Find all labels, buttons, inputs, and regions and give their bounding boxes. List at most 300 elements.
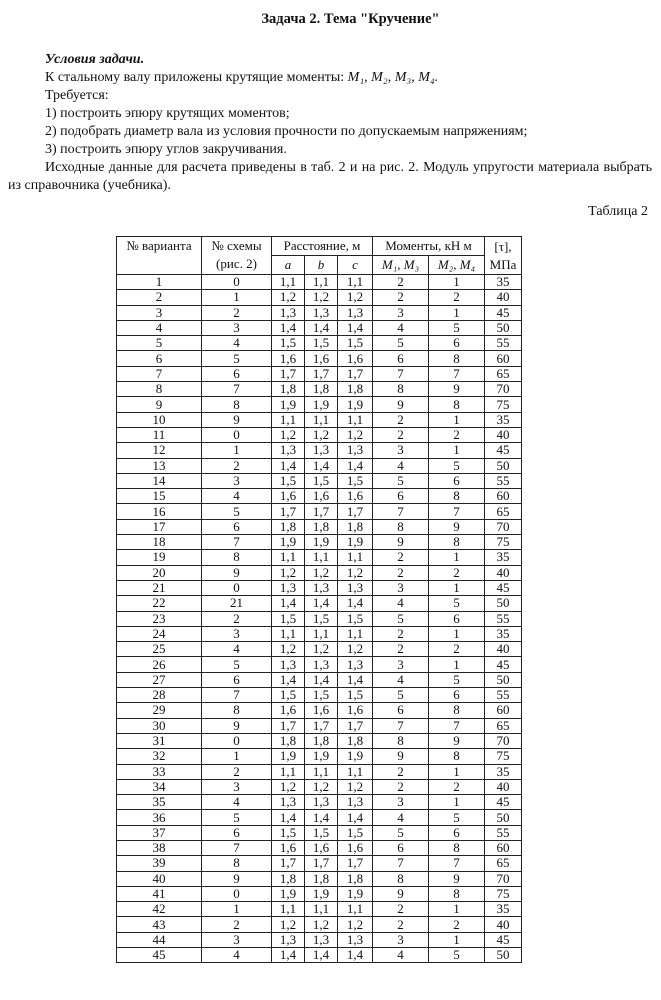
cell-scheme: 7 bbox=[202, 840, 272, 855]
cell-tau: 55 bbox=[485, 825, 522, 840]
cell-m2-m4: 1 bbox=[429, 412, 485, 427]
intro-text: К стальному валу приложены крутящие моменты: bbox=[45, 70, 348, 85]
cell-c: 1,5 bbox=[338, 473, 373, 488]
cell-c: 1,8 bbox=[338, 733, 373, 748]
cell-a: 1,3 bbox=[272, 305, 305, 320]
cell-m1-m3: 9 bbox=[373, 749, 429, 764]
task-text bbox=[8, 51, 652, 195]
cell-variant: 37 bbox=[117, 825, 202, 840]
cell-tau: 50 bbox=[485, 672, 522, 687]
table-row bbox=[117, 565, 522, 580]
cell-scheme: 1 bbox=[202, 902, 272, 917]
table-row bbox=[117, 657, 522, 672]
header-m1-m3 bbox=[373, 256, 429, 275]
cell-tau: 60 bbox=[485, 703, 522, 718]
table-body bbox=[117, 275, 522, 963]
cell-m1-m3: 4 bbox=[373, 596, 429, 611]
cell-a: 1,6 bbox=[272, 351, 305, 366]
cell-scheme: 0 bbox=[202, 886, 272, 901]
cell-a: 1,3 bbox=[272, 657, 305, 672]
cell-m1-m3: 6 bbox=[373, 351, 429, 366]
table-row bbox=[117, 504, 522, 519]
cell-variant: 18 bbox=[117, 535, 202, 550]
cell-variant: 33 bbox=[117, 764, 202, 779]
cell-tau: 45 bbox=[485, 795, 522, 810]
header-moments: Моменты, кН м bbox=[373, 237, 485, 256]
table-row bbox=[117, 764, 522, 779]
cell-b: 1,6 bbox=[305, 489, 338, 504]
cell-c: 1,6 bbox=[338, 489, 373, 504]
cell-b: 1,1 bbox=[305, 550, 338, 565]
cell-tau: 45 bbox=[485, 932, 522, 947]
cell-m1-m3: 3 bbox=[373, 657, 429, 672]
cell-c: 1,7 bbox=[338, 718, 373, 733]
table-row bbox=[117, 412, 522, 427]
cell-m1-m3: 2 bbox=[373, 642, 429, 657]
cell-m2-m4: 6 bbox=[429, 611, 485, 626]
cell-scheme: 9 bbox=[202, 412, 272, 427]
cell-scheme: 5 bbox=[202, 504, 272, 519]
cell-m2-m4: 9 bbox=[429, 519, 485, 534]
cell-b: 1,4 bbox=[305, 458, 338, 473]
cell-c: 1,2 bbox=[338, 642, 373, 657]
cell-tau: 50 bbox=[485, 948, 522, 963]
cell-m2-m4: 9 bbox=[429, 733, 485, 748]
cell-scheme: 2 bbox=[202, 611, 272, 626]
cell-a: 1,1 bbox=[272, 412, 305, 427]
cell-a: 1,2 bbox=[272, 427, 305, 442]
cell-a: 1,7 bbox=[272, 366, 305, 381]
cell-scheme: 9 bbox=[202, 718, 272, 733]
cell-c: 1,8 bbox=[338, 519, 373, 534]
cell-b: 1,8 bbox=[305, 733, 338, 748]
header-variant: № варианта bbox=[117, 237, 202, 275]
cell-tau: 40 bbox=[485, 779, 522, 794]
cell-variant: 36 bbox=[117, 810, 202, 825]
cell-c: 1,9 bbox=[338, 886, 373, 901]
cell-b: 1,5 bbox=[305, 473, 338, 488]
cell-b: 1,9 bbox=[305, 749, 338, 764]
cell-tau: 50 bbox=[485, 596, 522, 611]
cell-variant: 39 bbox=[117, 856, 202, 871]
cell-a: 1,9 bbox=[272, 535, 305, 550]
cell-m2-m4: 7 bbox=[429, 718, 485, 733]
table-row bbox=[117, 902, 522, 917]
cell-m1-m3: 2 bbox=[373, 412, 429, 427]
cell-m2-m4: 8 bbox=[429, 397, 485, 412]
cell-a: 1,8 bbox=[272, 519, 305, 534]
cell-tau: 50 bbox=[485, 320, 522, 335]
cell-a: 1,7 bbox=[272, 718, 305, 733]
cell-scheme: 3 bbox=[202, 779, 272, 794]
cell-variant: 41 bbox=[117, 886, 202, 901]
cell-b: 1,4 bbox=[305, 948, 338, 963]
cell-m2-m4: 5 bbox=[429, 672, 485, 687]
cell-a: 1,3 bbox=[272, 580, 305, 595]
table-row bbox=[117, 795, 522, 810]
cell-c: 1,4 bbox=[338, 810, 373, 825]
table-row bbox=[117, 305, 522, 320]
cell-tau: 65 bbox=[485, 366, 522, 381]
cell-tau: 70 bbox=[485, 519, 522, 534]
cell-m2-m4: 5 bbox=[429, 948, 485, 963]
cell-b: 1,1 bbox=[305, 626, 338, 641]
cell-b: 1,4 bbox=[305, 672, 338, 687]
header-a bbox=[272, 256, 305, 275]
cell-a: 1,5 bbox=[272, 336, 305, 351]
cell-m1-m3: 4 bbox=[373, 672, 429, 687]
cell-m1-m3: 2 bbox=[373, 565, 429, 580]
cell-b: 1,7 bbox=[305, 366, 338, 381]
cell-c: 1,3 bbox=[338, 795, 373, 810]
cell-m2-m4: 1 bbox=[429, 305, 485, 320]
cell-c: 1,3 bbox=[338, 932, 373, 947]
cell-c: 1,2 bbox=[338, 565, 373, 580]
cell-a: 1,4 bbox=[272, 458, 305, 473]
table-row bbox=[117, 458, 522, 473]
cell-m1-m3: 8 bbox=[373, 519, 429, 534]
cell-a: 1,3 bbox=[272, 443, 305, 458]
cell-variant: 2 bbox=[117, 290, 202, 305]
cell-tau: 50 bbox=[485, 458, 522, 473]
cell-c: 1,7 bbox=[338, 366, 373, 381]
cell-scheme: 1 bbox=[202, 749, 272, 764]
cell-variant: 21 bbox=[117, 580, 202, 595]
cell-m2-m4: 2 bbox=[429, 642, 485, 657]
cell-b: 1,3 bbox=[305, 443, 338, 458]
cell-c: 1,5 bbox=[338, 611, 373, 626]
cell-c: 1,1 bbox=[338, 902, 373, 917]
table-row bbox=[117, 596, 522, 611]
cell-c: 1,4 bbox=[338, 596, 373, 611]
cell-c: 1,4 bbox=[338, 948, 373, 963]
cell-variant: 32 bbox=[117, 749, 202, 764]
cell-m1-m3: 4 bbox=[373, 948, 429, 963]
cell-m2-m4: 8 bbox=[429, 749, 485, 764]
cell-c: 1,3 bbox=[338, 580, 373, 595]
task-item: 3) построить эпюру углов закручивания. bbox=[45, 142, 287, 157]
cell-m2-m4: 1 bbox=[429, 275, 485, 290]
header-c bbox=[338, 256, 373, 275]
cell-scheme: 5 bbox=[202, 810, 272, 825]
cell-scheme: 4 bbox=[202, 948, 272, 963]
cell-variant: 34 bbox=[117, 779, 202, 794]
cell-m1-m3: 2 bbox=[373, 290, 429, 305]
cell-c: 1,1 bbox=[338, 275, 373, 290]
cell-tau: 55 bbox=[485, 473, 522, 488]
cell-tau: 40 bbox=[485, 642, 522, 657]
cell-m1-m3: 5 bbox=[373, 688, 429, 703]
cell-scheme: 0 bbox=[202, 733, 272, 748]
table-row bbox=[117, 779, 522, 794]
table-row bbox=[117, 443, 522, 458]
cell-m2-m4: 6 bbox=[429, 825, 485, 840]
cell-b: 1,9 bbox=[305, 535, 338, 550]
cell-b: 1,9 bbox=[305, 886, 338, 901]
table-row bbox=[117, 351, 522, 366]
cell-m2-m4: 2 bbox=[429, 779, 485, 794]
cell-m1-m3: 2 bbox=[373, 427, 429, 442]
table-row bbox=[117, 397, 522, 412]
cell-a: 1,6 bbox=[272, 703, 305, 718]
cell-tau: 65 bbox=[485, 718, 522, 733]
cell-b: 1,3 bbox=[305, 305, 338, 320]
table-row bbox=[117, 580, 522, 595]
table-row bbox=[117, 886, 522, 901]
cell-m2-m4: 2 bbox=[429, 427, 485, 442]
cell-variant: 4 bbox=[117, 320, 202, 335]
cell-m1-m3: 9 bbox=[373, 535, 429, 550]
cell-c: 1,3 bbox=[338, 305, 373, 320]
cell-a: 1,5 bbox=[272, 473, 305, 488]
cell-tau: 50 bbox=[485, 810, 522, 825]
cell-tau: 35 bbox=[485, 626, 522, 641]
cell-variant: 24 bbox=[117, 626, 202, 641]
cell-variant: 6 bbox=[117, 351, 202, 366]
cell-a: 1,1 bbox=[272, 764, 305, 779]
table-row bbox=[117, 948, 522, 963]
cell-scheme: 2 bbox=[202, 917, 272, 932]
cell-m1-m3: 3 bbox=[373, 932, 429, 947]
cell-m2-m4: 1 bbox=[429, 550, 485, 565]
cell-variant: 30 bbox=[117, 718, 202, 733]
table-row bbox=[117, 749, 522, 764]
cell-variant: 43 bbox=[117, 917, 202, 932]
cell-b: 1,4 bbox=[305, 320, 338, 335]
cell-variant: 13 bbox=[117, 458, 202, 473]
cell-tau: 35 bbox=[485, 764, 522, 779]
cell-variant: 27 bbox=[117, 672, 202, 687]
cell-m1-m3: 2 bbox=[373, 275, 429, 290]
cell-m1-m3: 2 bbox=[373, 764, 429, 779]
cell-variant: 20 bbox=[117, 565, 202, 580]
header-b-label: b bbox=[317, 257, 325, 272]
page-title: Задача 2. Тема "Кручение" bbox=[261, 11, 440, 27]
cell-b: 1,4 bbox=[305, 596, 338, 611]
cell-c: 1,7 bbox=[338, 504, 373, 519]
cell-b: 1,5 bbox=[305, 336, 338, 351]
cell-b: 1,3 bbox=[305, 580, 338, 595]
cell-m2-m4: 2 bbox=[429, 565, 485, 580]
cell-m1-m3: 4 bbox=[373, 458, 429, 473]
cell-a: 1,7 bbox=[272, 504, 305, 519]
cell-m1-m3: 7 bbox=[373, 718, 429, 733]
cell-a: 1,5 bbox=[272, 688, 305, 703]
cell-tau: 40 bbox=[485, 917, 522, 932]
table-row bbox=[117, 642, 522, 657]
cell-b: 1,1 bbox=[305, 764, 338, 779]
cell-scheme: 21 bbox=[202, 596, 272, 611]
cell-variant: 19 bbox=[117, 550, 202, 565]
cell-a: 1,4 bbox=[272, 948, 305, 963]
moments-list: M₁, M₂, M₃, M₄. bbox=[347, 70, 439, 85]
cell-variant: 35 bbox=[117, 795, 202, 810]
cell-variant: 17 bbox=[117, 519, 202, 534]
cell-a: 1,2 bbox=[272, 290, 305, 305]
cell-m2-m4: 2 bbox=[429, 917, 485, 932]
required-label: Требуется: bbox=[45, 88, 109, 103]
cell-b: 1,2 bbox=[305, 290, 338, 305]
cell-m2-m4: 1 bbox=[429, 795, 485, 810]
table-row bbox=[117, 611, 522, 626]
header-tau: [τ], МПа bbox=[485, 237, 522, 275]
cell-m1-m3: 7 bbox=[373, 856, 429, 871]
cell-c: 1,7 bbox=[338, 856, 373, 871]
cell-m1-m3: 5 bbox=[373, 825, 429, 840]
cell-b: 1,1 bbox=[305, 902, 338, 917]
cell-variant: 12 bbox=[117, 443, 202, 458]
cell-b: 1,1 bbox=[305, 275, 338, 290]
cell-b: 1,9 bbox=[305, 397, 338, 412]
task-item: 2) подобрать диаметр вала из условия прочности по допускаемым напряжениям; bbox=[45, 124, 528, 139]
cell-c: 1,8 bbox=[338, 382, 373, 397]
table-row bbox=[117, 535, 522, 550]
cell-scheme: 3 bbox=[202, 320, 272, 335]
cell-tau: 40 bbox=[485, 565, 522, 580]
cell-b: 1,3 bbox=[305, 795, 338, 810]
cell-c: 1,3 bbox=[338, 657, 373, 672]
cell-b: 1,5 bbox=[305, 688, 338, 703]
header-scheme: № схемы (рис. 2) bbox=[202, 237, 272, 275]
table-row bbox=[117, 871, 522, 886]
cell-m1-m3: 2 bbox=[373, 902, 429, 917]
cell-scheme: 8 bbox=[202, 703, 272, 718]
cell-tau: 75 bbox=[485, 397, 522, 412]
cell-c: 1,6 bbox=[338, 840, 373, 855]
cell-scheme: 7 bbox=[202, 382, 272, 397]
table-row bbox=[117, 703, 522, 718]
cell-b: 1,5 bbox=[305, 825, 338, 840]
cell-m2-m4: 9 bbox=[429, 382, 485, 397]
cell-m2-m4: 8 bbox=[429, 840, 485, 855]
cell-tau: 40 bbox=[485, 427, 522, 442]
cell-scheme: 0 bbox=[202, 427, 272, 442]
source-paragraph: Исходные данные для расчета приведены в таб. 2 и на рис. 2. Модуль упругости материала выбрать из справочника (учебника). bbox=[8, 160, 652, 193]
table-row bbox=[117, 825, 522, 840]
cell-scheme: 3 bbox=[202, 626, 272, 641]
cell-tau: 60 bbox=[485, 840, 522, 855]
cell-scheme: 2 bbox=[202, 764, 272, 779]
cell-c: 1,1 bbox=[338, 412, 373, 427]
header-m2-m4 bbox=[429, 256, 485, 275]
cell-variant: 10 bbox=[117, 412, 202, 427]
cell-m2-m4: 8 bbox=[429, 703, 485, 718]
cell-b: 1,3 bbox=[305, 657, 338, 672]
table-row bbox=[117, 688, 522, 703]
cell-a: 1,6 bbox=[272, 840, 305, 855]
cell-a: 1,8 bbox=[272, 733, 305, 748]
cell-c: 1,1 bbox=[338, 626, 373, 641]
cell-c: 1,9 bbox=[338, 397, 373, 412]
cell-m2-m4: 5 bbox=[429, 810, 485, 825]
cell-b: 1,6 bbox=[305, 840, 338, 855]
cell-tau: 60 bbox=[485, 351, 522, 366]
cell-m1-m3: 5 bbox=[373, 611, 429, 626]
cell-tau: 40 bbox=[485, 290, 522, 305]
cell-scheme: 3 bbox=[202, 932, 272, 947]
cell-variant: 23 bbox=[117, 611, 202, 626]
cell-variant: 16 bbox=[117, 504, 202, 519]
cell-variant: 29 bbox=[117, 703, 202, 718]
cell-m2-m4: 6 bbox=[429, 473, 485, 488]
cell-a: 1,5 bbox=[272, 825, 305, 840]
table-row bbox=[117, 840, 522, 855]
table-row bbox=[117, 290, 522, 305]
cell-m2-m4: 9 bbox=[429, 871, 485, 886]
cell-tau: 35 bbox=[485, 412, 522, 427]
cell-a: 1,8 bbox=[272, 871, 305, 886]
cell-scheme: 5 bbox=[202, 657, 272, 672]
cell-m2-m4: 1 bbox=[429, 657, 485, 672]
cell-m2-m4: 6 bbox=[429, 336, 485, 351]
cell-a: 1,3 bbox=[272, 932, 305, 947]
cell-tau: 35 bbox=[485, 275, 522, 290]
cell-c: 1,1 bbox=[338, 550, 373, 565]
cell-m2-m4: 1 bbox=[429, 443, 485, 458]
cell-a: 1,2 bbox=[272, 642, 305, 657]
cell-c: 1,9 bbox=[338, 535, 373, 550]
table-row bbox=[117, 672, 522, 687]
cell-c: 1,4 bbox=[338, 458, 373, 473]
cell-m1-m3: 7 bbox=[373, 366, 429, 381]
cell-m2-m4: 1 bbox=[429, 626, 485, 641]
cell-a: 1,2 bbox=[272, 917, 305, 932]
cell-tau: 75 bbox=[485, 535, 522, 550]
cell-variant: 3 bbox=[117, 305, 202, 320]
cell-m1-m3: 3 bbox=[373, 580, 429, 595]
cell-m1-m3: 5 bbox=[373, 336, 429, 351]
cell-variant: 22 bbox=[117, 596, 202, 611]
cell-tau: 45 bbox=[485, 443, 522, 458]
cell-m2-m4: 6 bbox=[429, 688, 485, 703]
cell-c: 1,3 bbox=[338, 443, 373, 458]
cell-scheme: 6 bbox=[202, 519, 272, 534]
cell-c: 1,1 bbox=[338, 764, 373, 779]
table-row bbox=[117, 473, 522, 488]
cell-scheme: 6 bbox=[202, 366, 272, 381]
cell-c: 1,4 bbox=[338, 320, 373, 335]
cell-m1-m3: 3 bbox=[373, 795, 429, 810]
cell-m1-m3: 9 bbox=[373, 397, 429, 412]
cell-m2-m4: 1 bbox=[429, 932, 485, 947]
cell-scheme: 8 bbox=[202, 397, 272, 412]
cell-b: 1,6 bbox=[305, 351, 338, 366]
cell-c: 1,2 bbox=[338, 427, 373, 442]
cell-c: 1,8 bbox=[338, 871, 373, 886]
cell-c: 1,5 bbox=[338, 825, 373, 840]
cell-scheme: 1 bbox=[202, 290, 272, 305]
table-row bbox=[117, 626, 522, 641]
cell-a: 1,1 bbox=[272, 626, 305, 641]
table-row bbox=[117, 932, 522, 947]
cell-scheme: 2 bbox=[202, 458, 272, 473]
header-m1-m3-label: M₁, M₃ bbox=[381, 257, 420, 272]
cell-m1-m3: 2 bbox=[373, 917, 429, 932]
cell-m2-m4: 5 bbox=[429, 458, 485, 473]
cell-variant: 9 bbox=[117, 397, 202, 412]
cell-m1-m3: 6 bbox=[373, 840, 429, 855]
cell-a: 1,5 bbox=[272, 611, 305, 626]
cell-tau: 65 bbox=[485, 504, 522, 519]
cell-tau: 35 bbox=[485, 550, 522, 565]
cell-a: 1,1 bbox=[272, 275, 305, 290]
table-row bbox=[117, 320, 522, 335]
header-distance: Расстояние, м bbox=[272, 237, 373, 256]
cell-a: 1,2 bbox=[272, 565, 305, 580]
cell-c: 1,2 bbox=[338, 779, 373, 794]
cell-b: 1,7 bbox=[305, 504, 338, 519]
cell-m1-m3: 5 bbox=[373, 473, 429, 488]
